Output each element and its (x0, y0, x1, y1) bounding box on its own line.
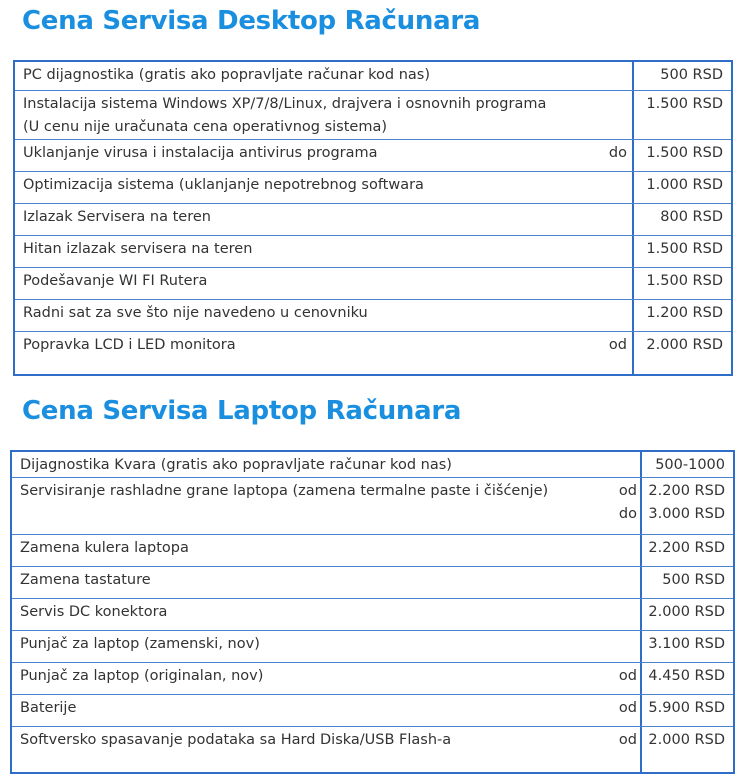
service-description (15, 172, 635, 203)
service-description (12, 695, 612, 726)
table-row (12, 663, 733, 695)
description-line: Zamena tastature (20, 572, 151, 588)
service-price (632, 268, 731, 299)
service-price (632, 332, 731, 374)
table-row (12, 631, 733, 663)
service-description (12, 599, 612, 630)
price-value: 800 RSD (660, 209, 723, 225)
description-line: Zamena kulera laptopa (20, 540, 189, 556)
table-row (15, 300, 731, 332)
description-line: Uklanjanje virusa i instalacija antivirus programa (23, 145, 378, 161)
service-description (12, 535, 612, 566)
price-qualifier: od (608, 337, 627, 353)
description-line: PC dijagnostika (gratis ako popravljate računar kod nas) (23, 67, 430, 83)
table-row (12, 567, 733, 599)
table-row (15, 236, 731, 268)
description-line: Optimizacija sistema (uklanjanje nepotrebnog softwara (23, 177, 424, 193)
price-value: 1.200 RSD (646, 305, 723, 321)
description-line: Punjač za laptop (zamenski, nov) (20, 636, 260, 652)
description-line: Podešavanje WI FI Rutera (23, 273, 208, 289)
price-value: 4.450 RSD (648, 668, 725, 684)
description-line: Baterije (20, 700, 77, 716)
service-price (632, 62, 731, 90)
laptop-section-title: Cena Servisa Laptop Računara (22, 396, 462, 426)
table-row (15, 140, 731, 172)
table-row (12, 727, 733, 772)
service-price (640, 663, 733, 694)
price-value: 2.000 RSD (648, 604, 725, 620)
table-row (15, 332, 731, 374)
price-qualifier: od (618, 700, 637, 716)
price-value: 1.500 RSD (646, 273, 723, 289)
table-row (12, 599, 733, 631)
table-row (12, 478, 733, 535)
description-line: Hitan izlazak servisera na teren (23, 241, 253, 257)
service-price (632, 91, 731, 139)
table-row (15, 91, 731, 140)
service-price (632, 172, 731, 203)
price-value: 1.500 RSD (646, 145, 723, 161)
description-line: Servis DC konektora (20, 604, 168, 620)
price-qualifier: do (608, 145, 627, 161)
service-description (15, 91, 635, 139)
description-line: Softversko spasavanje podataka sa Hard Diska/USB Flash-a (20, 732, 452, 748)
price-qualifier: od do (618, 483, 637, 522)
service-description (15, 140, 635, 171)
service-price (640, 567, 733, 598)
price-value: 3.000 RSD (648, 506, 725, 522)
description-line: Instalacija sistema Windows XP/7/8/Linux, drajvera i osnovnih programa (23, 96, 547, 112)
service-description (15, 62, 635, 90)
service-price (640, 535, 733, 566)
service-price (640, 631, 733, 662)
service-description (15, 236, 635, 267)
price-value: 1.000 RSD (646, 177, 723, 193)
price-value: 2.000 RSD (648, 732, 725, 748)
service-description (12, 478, 612, 534)
description-line: (U cenu nije uračunata cena operativnog sistema) (23, 119, 387, 135)
description-line: Dijagnostika Kvara (gratis ako popravljate računar kod nas) (20, 457, 452, 473)
price-qualifier: od (618, 732, 637, 748)
table-row (12, 695, 733, 727)
description-line: Radni sat za sve što nije navedeno u cenovniku (23, 305, 368, 321)
service-price (632, 140, 731, 171)
service-description (12, 452, 612, 477)
description-line: Popravka LCD i LED monitora (23, 337, 236, 353)
service-description (15, 332, 635, 374)
service-description (12, 567, 612, 598)
price-value: 2.200 RSD (648, 483, 725, 499)
description-line: Punjač za laptop (originalan, nov) (20, 668, 264, 684)
service-price (640, 695, 733, 726)
service-price (632, 204, 731, 235)
service-description (15, 204, 635, 235)
price-value: 500 RSD (660, 67, 723, 83)
price-value: 1.500 RSD (646, 241, 723, 257)
desktop-section-title: Cena Servisa Desktop Računara (22, 6, 481, 36)
price-value: 500-1000 (655, 457, 725, 473)
service-price (640, 478, 733, 534)
table-row (12, 452, 733, 478)
price-value: 2.000 RSD (646, 337, 723, 353)
table-row (15, 62, 731, 91)
table-row (15, 172, 731, 204)
price-qualifier: od (618, 668, 637, 684)
price-value: 500 RSD (662, 572, 725, 588)
price-value: 5.900 RSD (648, 700, 725, 716)
service-price (640, 452, 733, 477)
service-description (15, 268, 635, 299)
service-description (12, 663, 612, 694)
table-row (12, 535, 733, 567)
service-description (12, 727, 612, 772)
service-price (640, 599, 733, 630)
service-price (632, 236, 731, 267)
price-value: 1.500 RSD (646, 96, 723, 112)
desktop-price-table (13, 60, 733, 376)
service-price (632, 300, 731, 331)
description-line: Servisiranje rashladne grane laptopa (zamena termalne paste i čišćenje) (20, 483, 549, 499)
price-value: 3.100 RSD (648, 636, 725, 652)
service-description (12, 631, 612, 662)
table-row (15, 204, 731, 236)
table-row (15, 268, 731, 300)
service-price (640, 727, 733, 772)
service-description (15, 300, 635, 331)
laptop-price-table (10, 450, 735, 774)
description-line: Izlazak Servisera na teren (23, 209, 211, 225)
price-value: 2.200 RSD (648, 540, 725, 556)
